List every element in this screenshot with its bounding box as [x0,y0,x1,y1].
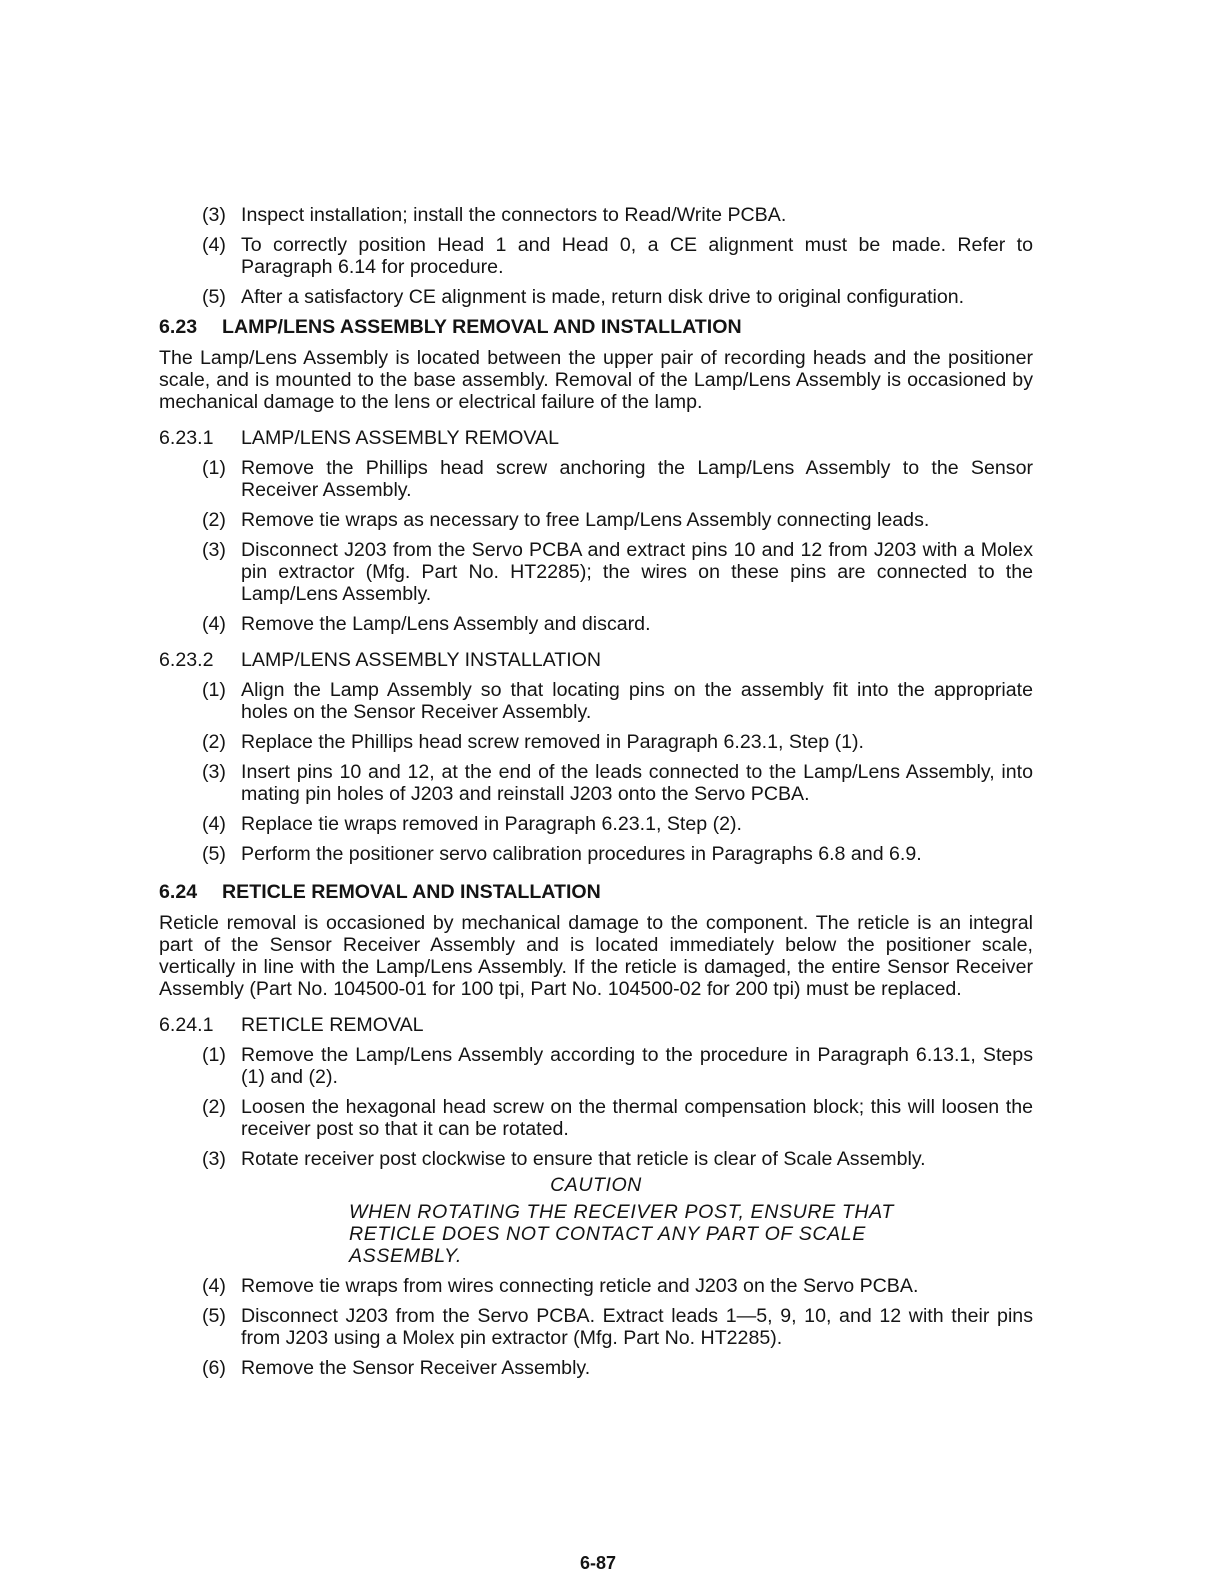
list-item [202,457,1033,501]
document-page [159,204,1033,1387]
subsection-number: 6.23.2 [159,649,214,671]
step-number: (4) [202,1275,226,1297]
list-item [202,679,1033,723]
step-text: Perform the positioner servo calibration procedures in Paragraphs 6.8 and 6.9. [241,843,922,865]
list-item [202,204,1033,226]
caution-title: CAUTION [550,1174,642,1196]
list-item [202,1305,1033,1349]
subsection-title: LAMP/LENS ASSEMBLY REMOVAL [241,427,559,449]
step-number: (6) [202,1357,226,1379]
step-number: (1) [202,1044,226,1066]
step-text: Disconnect J203 from the Servo PCBA. Extract leads 1—5, 9, 10, and 12 with their pins from J203 using a Molex pin extractor (Mfg. Part No. HT2285). [241,1305,1033,1349]
section-number: 6.24 [159,881,198,903]
step-text: Inspect installation; install the connectors to Read/Write PCBA. [241,204,787,226]
list-item [202,1148,1033,1170]
step-text: Remove the Lamp/Lens Assembly and discard. [241,613,651,635]
subsection-title: RETICLE REMOVAL [241,1014,424,1036]
section-heading-6-23 [159,316,1033,338]
list-item [202,761,1033,805]
step-text: Replace tie wraps removed in Paragraph 6.23.1, Step (2). [241,813,742,835]
step-number: (4) [202,613,226,635]
step-number: (1) [202,457,226,479]
step-number: (3) [202,761,226,783]
step-text: Remove the Lamp/Lens Assembly according to the procedure in Paragraph 6.13.1, Steps (1) and (2). [241,1044,1033,1088]
list-item [202,843,1033,865]
section-title: LAMP/LENS ASSEMBLY REMOVAL AND INSTALLATION [222,316,742,338]
subsection-heading-6-24-1 [159,1014,1033,1036]
step-text: After a satisfactory CE alignment is made, return disk drive to original configuration. [241,286,965,308]
step-text: Align the Lamp Assembly so that locating pins on the assembly fit into the appropriate holes on the Sensor Receiver Assembly. [241,679,1033,723]
step-text: To correctly position Head 1 and Head 0, a CE alignment must be made. Refer to Paragraph 6.14 for procedure. [241,234,1033,278]
section-number: 6.23 [159,316,198,338]
step-text: Replace the Phillips head screw removed in Paragraph 6.23.1, Step (1). [241,731,864,753]
step-number: (3) [202,1148,226,1170]
step-number: (2) [202,1096,226,1118]
step-text: Remove the Phillips head screw anchoring the Lamp/Lens Assembly to the Sensor Receiver Assembly. [241,457,1033,501]
step-number: (1) [202,679,226,701]
list-item [202,286,1033,308]
list-item [202,1275,1033,1297]
list-item [202,234,1033,278]
step-text: Rotate receiver post clockwise to ensure that reticle is clear of Scale Assembly. [241,1148,926,1170]
step-number: (2) [202,731,226,753]
step-text: Remove tie wraps as necessary to free Lamp/Lens Assembly connecting leads. [241,509,930,531]
step-number: (5) [202,843,226,865]
list-item [202,731,1033,753]
section-heading-6-24 [159,881,1033,903]
subsection-number: 6.23.1 [159,427,214,449]
list-item [202,539,1033,605]
section-body-6-24: Reticle removal is occasioned by mechanical damage to the component. The reticle is an integral part of the Sensor Receiver Assembly and is located immediately below the positioner scale, vertically in line with the Lamp/Lens Assembly. If the reticle is damaged, the entire Sensor Receiver Assembly (Part No. 104500-01 for 100 tpi, Part No. 104500-02 for 200 tpi) must be replaced. [159,912,1033,1000]
step-number: (4) [202,234,226,256]
section-body-6-23: The Lamp/Lens Assembly is located between the upper pair of recording heads and the positioner scale, and is mounted to the base assembly. Removal of the Lamp/Lens Assembly is occasioned by mechanical damage to the lens or electrical failure of the lamp. [159,347,1033,413]
section-title: RETICLE REMOVAL AND INSTALLATION [222,881,601,903]
list-item [202,813,1033,835]
step-text: Insert pins 10 and 12, at the end of the leads connected to the Lamp/Lens Assembly, into mating pin holes of J203 and reinstall J203 onto the Servo PCBA. [241,761,1033,805]
step-number: (5) [202,1305,226,1327]
step-number: (5) [202,286,226,308]
step-text: Remove the Sensor Receiver Assembly. [241,1357,591,1379]
caution-text: WHEN ROTATING THE RECEIVER POST, ENSURE THAT RETICLE DOES NOT CONTACT ANY PART OF SCALE ASSEMBLY. [349,1201,894,1267]
step-text: Loosen the hexagonal head screw on the thermal compensation block; this will loosen the receiver post so that it can be rotated. [241,1096,1033,1140]
list-item [202,509,1033,531]
step-number: (3) [202,204,226,226]
step-number: (2) [202,509,226,531]
subsection-number: 6.24.1 [159,1014,214,1036]
subsection-heading-6-23-1 [159,427,1033,449]
subsection-title: LAMP/LENS ASSEMBLY INSTALLATION [241,649,602,671]
step-number: (3) [202,539,226,561]
page-number: 6-87 [580,1553,617,1573]
list-item [202,613,1033,635]
list-item [202,1096,1033,1140]
list-item [202,1357,1033,1379]
list-item [202,1044,1033,1088]
step-number: (4) [202,813,226,835]
subsection-heading-6-23-2 [159,649,1033,671]
step-text: Disconnect J203 from the Servo PCBA and extract pins 10 and 12 from J203 with a Molex pin extractor (Mfg. Part No. HT2285); the wires on these pins are connected to the Lamp/Lens Assembly. [241,539,1033,605]
step-text: Remove tie wraps from wires connecting reticle and J203 on the Servo PCBA. [241,1275,919,1297]
